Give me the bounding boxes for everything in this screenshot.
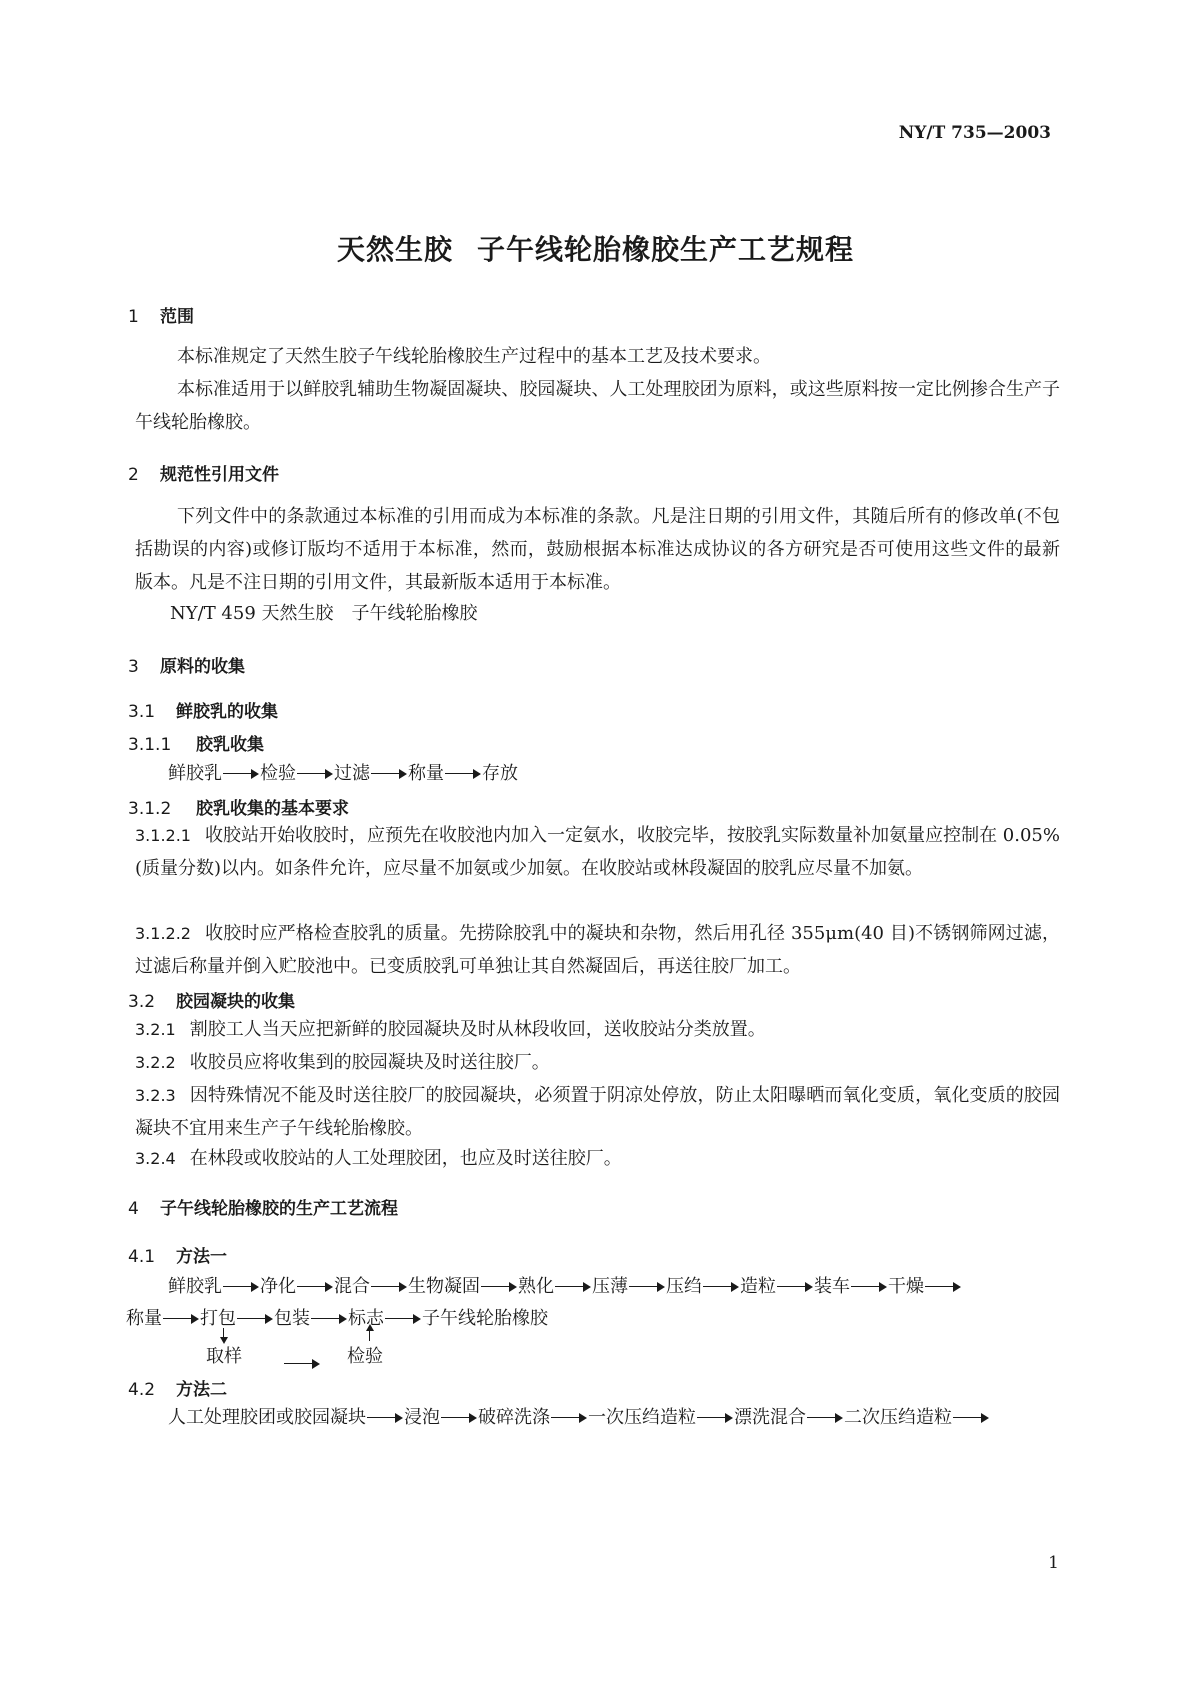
latex-collection-flow — [168, 759, 518, 785]
method-one-flow-line-1 — [168, 1272, 962, 1298]
standard-code: NY/T 735—2003 — [898, 123, 1051, 143]
arrow-right-icon — [297, 769, 333, 779]
section-4-1-heading — [128, 1242, 227, 1267]
section-number: 3.1.1 — [128, 735, 172, 755]
arrow-right-icon — [697, 1413, 733, 1423]
clause-text: 收胶时应严格检查胶乳的质量。先捞除胶乳中的凝块和杂物，然后用孔径 355μm(40 目)不锈钢筛网过滤，过滤后称量并倒入贮胶池中。已变质胶乳可单独让其自然凝固后，再送往胶厂加工。 — [135, 923, 1060, 977]
arrow-right-icon — [777, 1282, 813, 1292]
method-two-flow — [168, 1403, 990, 1429]
clause-text: 割胶工人当天应把新鲜的胶园凝块及时从林段收回，送收胶站分类放置。 — [189, 1019, 766, 1040]
arrow-up-icon — [366, 1324, 374, 1331]
section-number: 3 — [128, 657, 139, 677]
clause-3-2-4 — [135, 1142, 1060, 1175]
section-3-1-1-heading — [128, 730, 264, 755]
flow-step: 压薄 — [592, 1276, 628, 1297]
sampling-step: 取样 — [206, 1346, 242, 1367]
arrow-right-icon — [555, 1282, 591, 1292]
clause-3-2-3 — [135, 1079, 1060, 1145]
section-3-heading — [128, 652, 245, 677]
clause-3-1-2-1 — [135, 819, 1060, 885]
flow-step: 人工处理胶团或胶园凝块 — [168, 1407, 366, 1428]
arrow-right-icon — [311, 1314, 347, 1324]
clause-number: 3.2.3 — [135, 1086, 176, 1105]
arrow-right-icon — [445, 769, 481, 779]
flow-step: 鲜胶乳 — [168, 1276, 222, 1297]
normative-reference-item: NY/T 459 天然生胶 子午线轮胎橡胶 — [170, 603, 478, 624]
arrow-right-icon — [953, 1413, 989, 1423]
arrow-right-icon — [851, 1282, 887, 1292]
arrow-right-icon — [163, 1314, 199, 1324]
clause-number: 3.2.2 — [135, 1053, 176, 1072]
flow-step: 浸泡 — [404, 1407, 440, 1428]
page-title — [0, 228, 1191, 268]
arrow-right-icon — [925, 1282, 961, 1292]
section-4-heading — [128, 1194, 398, 1219]
section-title: 子午线轮胎橡胶的生产工艺流程 — [160, 1199, 398, 1219]
clause-number: 3.2.4 — [135, 1149, 176, 1168]
flow-step: 破碎洗涤 — [478, 1407, 550, 1428]
arrow-right-icon — [629, 1282, 665, 1292]
flow-step: 打包 — [200, 1308, 236, 1329]
arrow-right-icon — [297, 1282, 333, 1292]
section-number: 3.2 — [128, 992, 156, 1012]
section-title: 范围 — [160, 307, 194, 327]
flow-step: 鲜胶乳 — [168, 763, 222, 784]
section-3-1-heading — [128, 697, 278, 722]
arrow-right-icon — [385, 1314, 421, 1324]
section-title: 方法一 — [176, 1247, 227, 1267]
arrow-right-icon — [371, 769, 407, 779]
section-title: 原料的收集 — [160, 657, 245, 677]
section-number: 4.1 — [128, 1247, 156, 1267]
flow-step: 检验 — [260, 763, 296, 784]
flow-step: 存放 — [482, 763, 518, 784]
section-4-2-heading — [128, 1375, 227, 1400]
page-number: 1 — [1048, 1553, 1059, 1573]
flow-step: 造粒 — [740, 1276, 776, 1297]
clause-text: 收胶员应将收集到的胶园凝块及时送往胶厂。 — [189, 1052, 550, 1073]
section-2-heading — [128, 460, 279, 485]
arrow-right-icon — [367, 1413, 403, 1423]
flow-step: 混合 — [334, 1276, 370, 1297]
arrow-right-icon — [551, 1413, 587, 1423]
flow-step: 压绉 — [666, 1276, 702, 1297]
flow-step: 标志 — [348, 1308, 384, 1329]
section-3-1-2-heading — [128, 794, 349, 819]
arrow-right-icon — [371, 1282, 407, 1292]
section-title: 胶乳收集 — [196, 735, 264, 755]
clause-number: 3.1.2.1 — [135, 826, 191, 845]
flow-step: 二次压绉造粒 — [844, 1407, 952, 1428]
clause-3-2-2 — [135, 1046, 1060, 1079]
flow-step: 一次压绉造粒 — [588, 1407, 696, 1428]
flow-step: 称量 — [126, 1308, 162, 1329]
flow-step: 包装 — [274, 1308, 310, 1329]
clause-number: 3.2.1 — [135, 1020, 176, 1039]
arrow-right-icon — [703, 1282, 739, 1292]
clause-3-1-2-2 — [135, 917, 1060, 983]
arrow-right-icon — [441, 1413, 477, 1423]
up-connector-line — [369, 1330, 370, 1341]
section-number: 4 — [128, 1199, 139, 1219]
section-1-heading — [128, 302, 194, 327]
arrow-right-icon — [223, 1282, 259, 1292]
arrow-right-icon — [807, 1413, 843, 1423]
clause-number: 3.1.2.2 — [135, 924, 191, 943]
clause-text: 在林段或收胶站的人工处理胶团，也应及时送往胶厂。 — [189, 1148, 622, 1169]
flow-step: 过滤 — [334, 763, 370, 784]
section-number: 2 — [128, 465, 139, 485]
section-3-2-heading — [128, 987, 295, 1012]
flow-step: 生物凝固 — [408, 1276, 480, 1297]
section-title: 胶乳收集的基本要求 — [196, 799, 349, 819]
scope-paragraph-2: 本标准适用于以鲜胶乳辅助生物凝固凝块、胶园凝块、人工处理胶团为原料，或这些原料按一定比例掺合生产子午线轮胎橡胶。 — [135, 379, 1060, 433]
clause-3-2-1 — [135, 1013, 1060, 1046]
title-part1: 天然生胶 — [336, 233, 453, 266]
section-number: 3.1.2 — [128, 799, 172, 819]
arrow-right-icon — [237, 1314, 273, 1324]
clause-text: 因特殊情况不能及时送往胶厂的胶园凝块，必须置于阴凉处停放，防止太阳曝晒而氧化变质，氧化变质的胶园凝块不宜用来生产子午线轮胎橡胶。 — [135, 1085, 1060, 1139]
flow-step: 漂洗混合 — [734, 1407, 806, 1428]
flow-step: 熟化 — [518, 1276, 554, 1297]
section-title: 鲜胶乳的收集 — [176, 702, 278, 722]
normative-references-paragraph: 下列文件中的条款通过本标准的引用而成为本标准的条款。凡是注日期的引用文件，其随后所有的修改单(不包括勘误的内容)或修订版均不适用于本标准，然而，鼓励根据本标准达成协议的各方研究是否可使用这些文件的最新版本。凡是不注日期的引用文件，其最新版本适用于本标准。 — [135, 506, 1060, 593]
clause-text: 收胶站开始收胶时，应预先在收胶池内加入一定氨水，收胶完毕，按胶乳实际数量补加氨量应控制在 0.05%(质量分数)以内。如条件允许，应尽量不加氨或少加氨。在收胶站或林段凝固的胶乳应尽量不加氨。 — [135, 825, 1060, 879]
inspection-step: 检验 — [347, 1346, 383, 1367]
flow-step: 装车 — [814, 1276, 850, 1297]
flow-step: 净化 — [260, 1276, 296, 1297]
arrow-right-icon — [284, 1359, 320, 1369]
arrow-right-icon — [481, 1282, 517, 1292]
section-number: 3.1 — [128, 702, 156, 722]
scope-paragraph-1: 本标准规定了天然生胶子午线轮胎橡胶生产过程中的基本工艺及技术要求。 — [177, 346, 771, 367]
section-title: 胶园凝块的收集 — [176, 992, 295, 1012]
flow-step: 干燥 — [888, 1276, 924, 1297]
section-title: 方法二 — [176, 1380, 227, 1400]
section-number: 4.2 — [128, 1380, 156, 1400]
method-one-flow-line-2 — [126, 1304, 548, 1330]
section-number: 1 — [128, 307, 139, 327]
flow-step: 称量 — [408, 763, 444, 784]
section-title: 规范性引用文件 — [160, 465, 279, 485]
arrow-right-icon — [223, 769, 259, 779]
flow-step: 子午线轮胎橡胶 — [422, 1308, 548, 1329]
title-part2: 子午线轮胎橡胶生产工艺规程 — [477, 233, 855, 266]
